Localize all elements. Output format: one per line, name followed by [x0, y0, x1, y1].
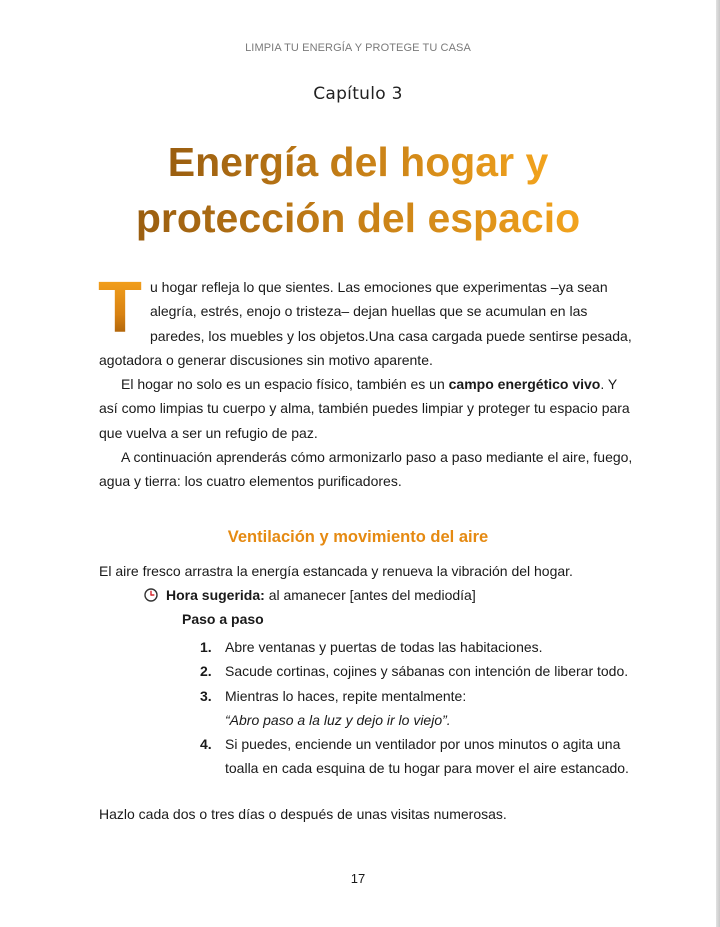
intro-paragraph-1-text: u hogar refleja lo que sientes. Las emociones que experimentas –ya sean alegría, estrés, enojo o tristeza– dejan huellas que se acumulan en las paredes, los muebles y los objetos.Una casa cargada puede sentirse pesada, agotadora o generar discusiones sin motivo aparente.	[99, 279, 632, 368]
chapter-title-line-1: Energía del hogar y	[168, 134, 549, 190]
intro-paragraph-1	[98, 268, 636, 372]
emphasis-campo-energetico: campo energético vivo	[448, 376, 601, 393]
step-item	[200, 684, 640, 733]
clock-icon	[144, 588, 158, 602]
intro-paragraph-3: A continuación aprenderás cómo armonizarlo paso a paso mediante el aire, fuego, agua y tierra: los cuatro elementos purificadores.	[99, 449, 633, 490]
intro-paragraph-2-text: El hogar no solo es un espacio físico, también es un	[121, 376, 449, 393]
running-header: LIMPIA TU ENERGÍA Y PROTEGE TU CASA	[245, 42, 471, 54]
intro-paragraph-2-text-end: . Y así como limpias tu cuerpo y alma, también puedes limpiar y proteger tu espacio para que vuelva a ser un refugio de paz.	[99, 376, 630, 441]
mantra-quote: “Abro paso a la luz y dejo ir lo viejo”.	[225, 711, 451, 728]
intro-section	[98, 268, 636, 494]
page-number: 17	[350, 871, 366, 886]
drop-cap: T	[98, 268, 142, 348]
closing-line: Hazlo cada dos o tres días o después de unas visitas numerosas.	[99, 806, 507, 822]
step-text: Abre ventanas y puertas de todas las habitaciones.	[225, 639, 543, 655]
page-edge-shadow	[716, 0, 720, 927]
section-heading: Ventilación y movimiento del aire	[227, 528, 489, 546]
step-item	[200, 635, 640, 659]
step-item	[200, 659, 640, 683]
suggested-time-label: Hora sugerida:	[166, 587, 265, 603]
step-number: 2.	[200, 663, 212, 680]
suggested-time	[144, 587, 476, 603]
step-text-group	[225, 684, 640, 733]
step-number: 3.	[200, 687, 212, 704]
chapter-title	[0, 134, 716, 246]
step-text: Mientras lo haces, repite mentalmente:	[225, 687, 467, 704]
steps-heading: Paso a paso	[182, 611, 264, 627]
chapter-label: Capítulo 3	[313, 84, 403, 104]
section-intro-line: El aire fresco arrastra la energía estancada y renueva la vibración del hogar.	[99, 563, 573, 579]
step-item	[200, 732, 640, 781]
step-number: 4.	[200, 736, 212, 753]
chapter-title-line-2: protección del espacio	[136, 190, 580, 246]
intro-paragraph-2	[99, 372, 636, 445]
step-text: Sacude cortinas, cojines y sábanas con intención de liberar todo.	[225, 663, 629, 680]
suggested-time-value: al amanecer [antes del mediodía]	[264, 587, 476, 603]
steps-list	[200, 635, 640, 781]
step-number: 1.	[200, 639, 212, 655]
step-text: Si puedes, enciende un ventilador por unos minutos o agita una toalla en cada esquina de tu hogar para mover el aire estancado.	[225, 736, 629, 777]
